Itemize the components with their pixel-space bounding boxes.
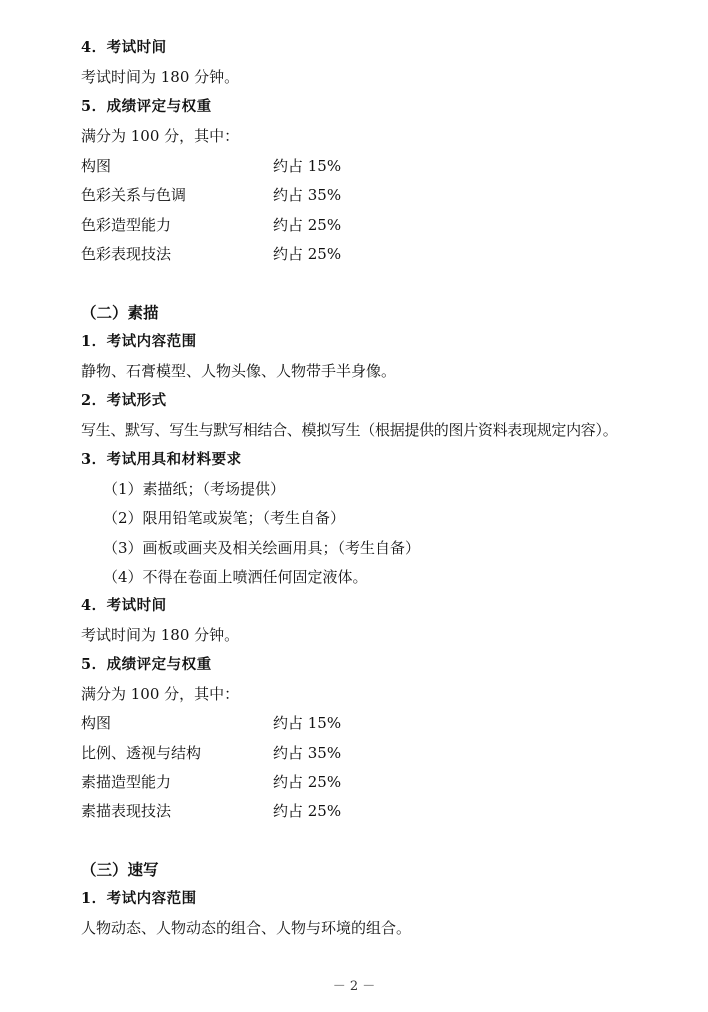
weight-value: 约占 25% (273, 802, 342, 820)
weight-label: 比例、透视与结构 (81, 744, 202, 762)
content-scope-text: 人物动态、人物动态的组合、人物与环境的组合。 (81, 919, 412, 937)
score-heading: 5．成绩评定与权重 (81, 98, 212, 115)
weight-row (81, 185, 341, 205)
weight-value: 约占 15% (273, 157, 342, 175)
score-intro: 满分为 100 分，其中： (81, 685, 240, 703)
content-scope-heading: 1．考试内容范围 (81, 890, 197, 907)
weight-label: 构图 (81, 157, 112, 175)
tools-item: （4）不得在卷面上喷洒任何固定液体。 (103, 568, 368, 586)
exam-time-heading: 4．考试时间 (81, 597, 167, 614)
weight-label: 素描造型能力 (81, 773, 172, 791)
weight-value: 约占 35% (273, 186, 342, 204)
weight-value: 约占 25% (273, 216, 342, 234)
weight-row (81, 156, 341, 176)
weight-value: 约占 25% (273, 773, 342, 791)
exam-form-text: 写生、默写、写生与默写相结合、模拟写生（根据提供的图片资料表现规定内容）。 (81, 421, 618, 439)
weight-value: 约占 15% (273, 714, 342, 732)
score-heading: 5．成绩评定与权重 (81, 656, 212, 673)
sketch-section-title: （二）素描 (81, 303, 159, 322)
weight-row (81, 743, 341, 763)
weight-value: 约占 25% (273, 245, 342, 263)
weight-row (81, 215, 341, 235)
weight-value: 约占 35% (273, 744, 342, 762)
exam-time-text: 考试时间为 180 分钟。 (81, 68, 240, 86)
weight-label: 色彩表现技法 (81, 245, 172, 263)
tools-heading: 3．考试用具和材料要求 (81, 451, 242, 468)
exam-time-heading: 4．考试时间 (81, 39, 167, 56)
content-scope-heading: 1．考试内容范围 (81, 333, 197, 350)
tools-item: （1）素描纸；（考场提供） (103, 480, 286, 498)
tools-item: （2）限用铅笔或炭笔；（考生自备） (103, 509, 346, 527)
weight-label: 色彩造型能力 (81, 216, 172, 234)
speed-section-title: （三）速写 (81, 860, 159, 879)
tools-item: （3）画板或画夹及相关绘画用具；（考生自备） (103, 539, 421, 557)
weight-row (81, 801, 341, 821)
exam-form-heading: 2．考试形式 (81, 392, 167, 409)
exam-time-text: 考试时间为 180 分钟。 (81, 626, 240, 644)
weight-label: 素描表现技法 (81, 802, 172, 820)
content-scope-text: 静物、石膏模型、人物头像、人物带手半身像。 (81, 362, 397, 380)
weight-label: 色彩关系与色调 (81, 186, 187, 204)
score-intro: 满分为 100 分，其中： (81, 127, 240, 145)
page-number: － 2 － (332, 979, 376, 994)
weight-row (81, 772, 341, 792)
weight-label: 构图 (81, 714, 112, 732)
weight-row (81, 244, 341, 264)
weight-row (81, 713, 341, 733)
